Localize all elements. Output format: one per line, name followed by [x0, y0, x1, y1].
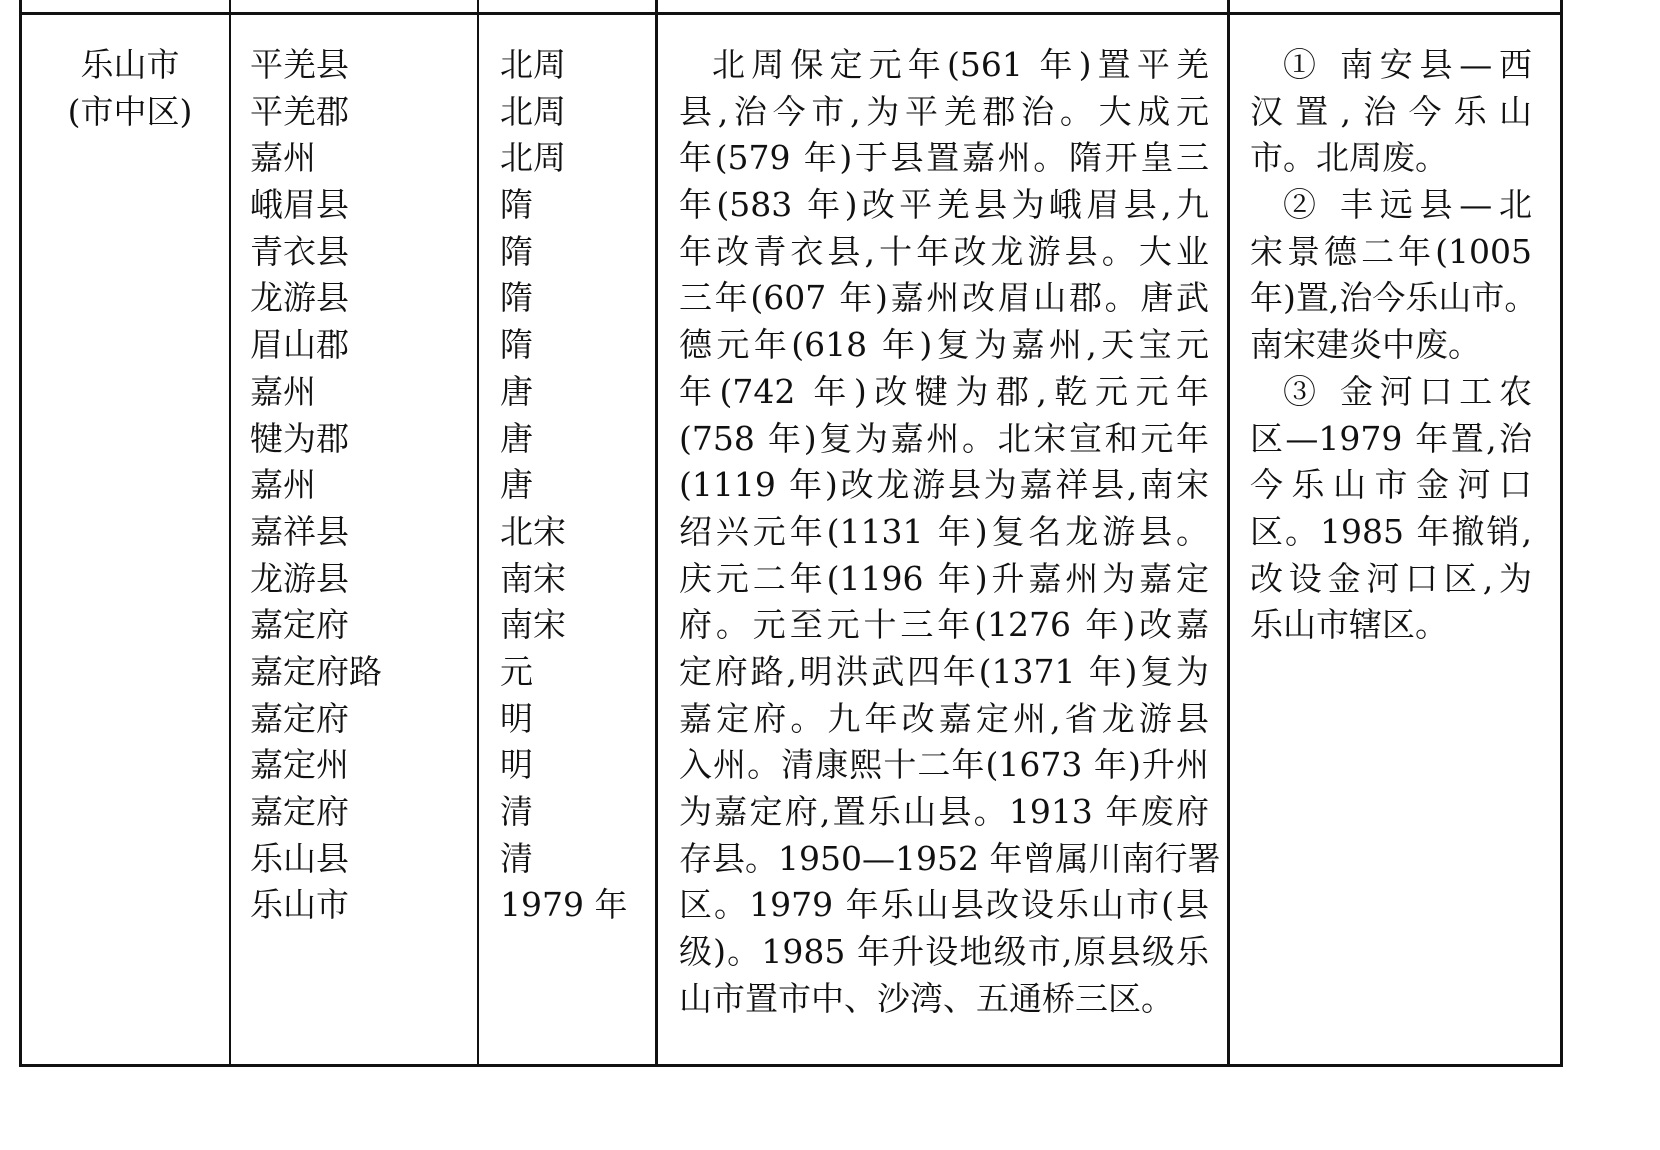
historical-name: 嘉定府路 — [250, 651, 382, 691]
dynasty: 隋 — [500, 185, 533, 225]
historical-name: 乐山县 — [250, 838, 349, 878]
history-line: 年(742 年)改犍为郡,乾元元年 — [679, 371, 1209, 411]
historical-name: 平羌郡 — [250, 91, 349, 131]
note-line: ② 丰远县—北 — [1283, 185, 1532, 225]
dynasty: 北周 — [500, 138, 566, 178]
column-divider-1 — [229, 0, 231, 1067]
note-line: 今乐山市金河口 — [1250, 465, 1532, 505]
dynasty: 清 — [500, 838, 533, 878]
historical-name: 嘉定州 — [250, 745, 349, 785]
history-line: 年(579 年)于县置嘉州。隋开皇三 — [679, 138, 1209, 178]
historical-name: 嘉定府 — [250, 605, 349, 645]
history-line: 山市置市中、沙湾、五通桥三区。 — [679, 978, 1174, 1018]
historical-name: 嘉祥县 — [250, 511, 349, 551]
history-line: 为嘉定府,置乐山县。1913 年废府 — [679, 792, 1209, 831]
note-line: 乐山市辖区。 — [1250, 605, 1448, 645]
historical-name: 龙游县 — [250, 558, 349, 598]
historical-name: 峨眉县 — [250, 185, 349, 225]
note-line: ① 南安县—西 — [1283, 45, 1532, 84]
note-line: ③ 金河口工农 — [1283, 371, 1532, 411]
dynasty: 明 — [500, 745, 533, 785]
note-line: 区—1979 年置,治 — [1250, 418, 1532, 458]
dynasty: 明 — [500, 698, 533, 738]
dynasty: 唐 — [500, 465, 533, 505]
note-line: 改设金河口区,为 — [1250, 558, 1532, 598]
notes-column — [1250, 42, 1538, 649]
table-bottom-border — [20, 1064, 1561, 1067]
dynasty: 唐 — [500, 371, 533, 411]
history-line: 德元年(618 年)复为嘉州,天宝元 — [679, 325, 1209, 365]
history-line: 庆元二年(1196 年)升嘉州为嘉定 — [679, 558, 1209, 598]
note-line: 年)置,治今乐山市。 — [1250, 278, 1538, 318]
table-border-right — [1560, 0, 1563, 1067]
city-cell — [40, 42, 220, 135]
dynasty: 北周 — [500, 91, 566, 131]
dynasty: 南宋 — [500, 558, 566, 598]
column-divider-3 — [655, 0, 658, 1067]
historical-name: 平羌县 — [250, 45, 349, 84]
history-column — [679, 42, 1221, 1022]
note-line: 区。1985 年撤销, — [1250, 511, 1532, 551]
history-line: 年(583 年)改平羌县为峨眉县,九 — [679, 185, 1209, 225]
history-line: 级)。1985 年升设地级市,原县级乐 — [679, 932, 1209, 972]
column-divider-2 — [477, 0, 479, 1067]
history-line: 府。元至元十三年(1276 年)改嘉 — [679, 605, 1209, 645]
historical-name: 犍为郡 — [250, 418, 349, 458]
historical-name: 嘉州 — [250, 465, 316, 505]
dynasty: 北周 — [500, 45, 566, 84]
dynasty: 清 — [500, 792, 533, 831]
history-line: 区。1979 年乐山县改设乐山市(县 — [679, 885, 1209, 925]
history-line: 年改青衣县,十年改龙游县。大业 — [679, 231, 1209, 271]
historical-name: 青衣县 — [250, 231, 349, 271]
history-line: 绍兴元年(1131 年)复名龙游县。 — [679, 511, 1209, 551]
table-top-border — [20, 12, 1561, 15]
table-border-left — [19, 0, 22, 1067]
historical-name: 嘉定府 — [250, 698, 349, 738]
history-line: 县,治今市,为平羌郡治。大成元 — [679, 91, 1209, 131]
historical-names-column — [250, 42, 470, 929]
city-name: 乐山市 — [80, 45, 180, 84]
dynasty: 隋 — [500, 325, 533, 365]
history-line: (758 年)复为嘉州。北宋宣和元年 — [679, 418, 1209, 458]
historical-name: 嘉州 — [250, 138, 316, 178]
history-line: 入州。清康熙十二年(1673 年)升州 — [679, 745, 1209, 785]
historical-name: 龙游县 — [250, 278, 349, 318]
note-line: 市。北周废。 — [1250, 138, 1448, 178]
dynasty: 南宋 — [500, 605, 566, 645]
history-line: 存县。1950—1952 年曾属川南行署 — [679, 838, 1221, 878]
historical-name: 嘉定府 — [250, 792, 349, 831]
dynasty: 北宋 — [500, 511, 566, 551]
history-line: 嘉定府。九年改嘉定州,省龙游县 — [679, 698, 1209, 738]
history-line: 定府路,明洪武四年(1371 年)复为 — [679, 651, 1209, 691]
history-line: 三年(607 年)嘉州改眉山郡。唐武 — [679, 278, 1209, 318]
city-district: (市中区) — [67, 91, 193, 131]
note-line: 南宋建炎中废。 — [1250, 325, 1481, 365]
dynasty: 隋 — [500, 278, 533, 318]
note-line: 汉置,治今乐山 — [1250, 91, 1532, 131]
historical-name: 乐山市 — [250, 885, 349, 925]
history-line: 北周保定元年(561 年)置平羌 — [712, 45, 1209, 84]
dynasty: 隋 — [500, 231, 533, 271]
dynasty-column — [500, 42, 650, 929]
dynasty: 1979 年 — [500, 885, 628, 925]
historical-name: 嘉州 — [250, 371, 316, 411]
history-line: (1119 年)改龙游县为嘉祥县,南宋 — [679, 465, 1209, 505]
historical-name: 眉山郡 — [250, 325, 349, 365]
note-line: 宋景德二年(1005 — [1250, 231, 1532, 271]
dynasty: 元 — [500, 651, 533, 691]
dynasty: 唐 — [500, 418, 533, 458]
column-divider-4 — [1227, 0, 1230, 1067]
